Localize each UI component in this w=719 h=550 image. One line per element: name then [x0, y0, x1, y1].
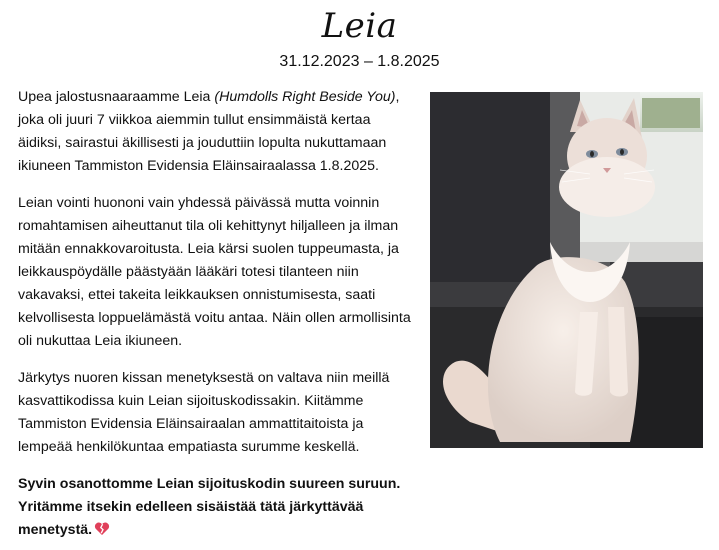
paragraph-condolences — [18, 473, 413, 542]
paragraph-illness: Leian vointi huononi vain yhdessä päivässä mutta voinnin romahtamisen aiheuttanut tila oli kehittynyt hiljalleen ja ilman mitään ennakkovaroitusta. Leia kärsi suolen tuppeumasta, ja leikkauspöydälle päästyään lääkäri totesi tilanteen niin vakavaksi, ettei takeita leikkauksen onnistumisesta, saati kelvollisesta loppuelämästä voitu antaa. Näin ollen armollisinta oli nukuttaa Leia ikiuneen. — [18, 195, 411, 349]
paragraph-thanks: Järkytys nuoren kissan menetyksestä on valtava niin meillä kasvattikodissa kuin Leian sijoituskodissakin. Kiitämme Tammiston Evidensia Eläinsairaalan ammattitaitoista ja lempeää henkilökuntaa empatiasta surumme keskellä. — [18, 370, 390, 455]
memorial-text — [18, 86, 413, 542]
intro-rest: , joka oli juuri 7 viikkoa aiemmin tullut ensimmäistä kertaa äidiksi, sairastui äkillisesti ja jouduttiin lopulta nukuttamaan ikiuneen Tammiston Evidensia Eläinsairaalassa 1.8.2025. — [18, 89, 400, 174]
intro-lead: Upea jalostusnaaraamme Leia — [18, 89, 215, 105]
life-dates: 31.12.2023 – 1.8.2025 — [279, 53, 440, 70]
paragraph-intro — [18, 86, 413, 178]
memorial-header — [0, 4, 719, 72]
cat-photo — [430, 92, 703, 448]
broken-heart-icon — [94, 521, 110, 535]
condolences-text: Syvin osanottomme Leian sijoituskodin suureen suruun. Yritämme itsekin edelleen sisäistää tätä järkyttävää menetystä. — [18, 476, 401, 538]
pedigree-name: (Humdolls Right Beside You) — [214, 89, 396, 105]
cat-name-title: Leia — [321, 6, 398, 46]
